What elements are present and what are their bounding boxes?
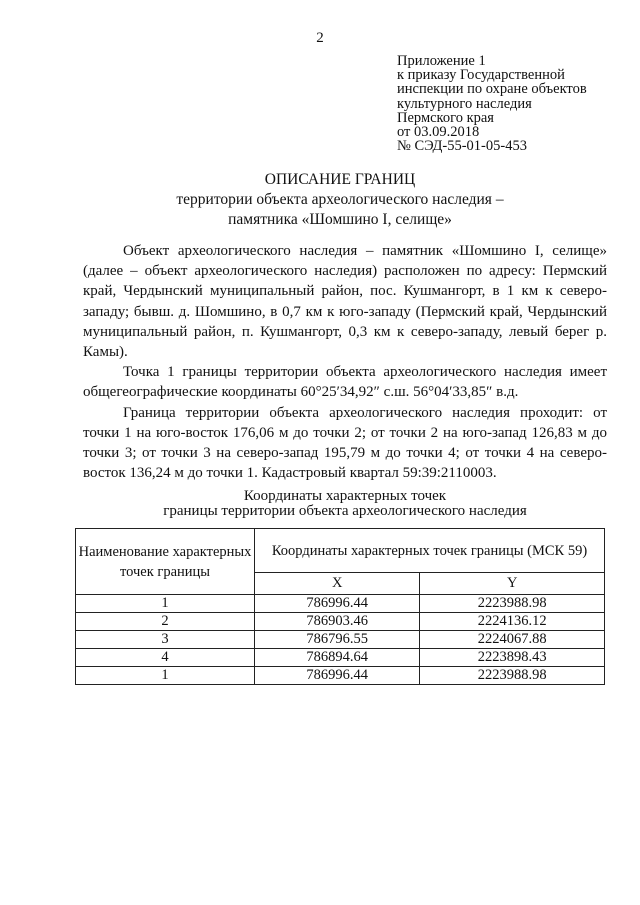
cell-x: 786894.64 xyxy=(255,649,420,667)
header-y: Y xyxy=(420,573,605,595)
table-row xyxy=(76,667,605,685)
cell-y: 2223898.43 xyxy=(420,649,605,667)
table-row xyxy=(76,595,605,613)
appendix-line: к приказу Государственной xyxy=(397,67,565,84)
cell-x: 786996.44 xyxy=(255,595,420,613)
paragraph-point-coordinates: Точка 1 границы территории объекта археологического наследия имеет общегеографические координаты 60°25′34,92″ с.ш. 56°04′33,85″ в.д. xyxy=(83,364,607,401)
cell-y: 2224136.12 xyxy=(420,613,605,631)
title-subtitle-line: территории объекта археологического наследия – xyxy=(176,191,504,208)
appendix-line: Пермского края xyxy=(397,109,494,126)
appendix-line: № СЭД-55-01-05-453 xyxy=(397,138,527,155)
table-row xyxy=(76,649,605,667)
appendix-block xyxy=(397,54,637,153)
paragraph-location: Объект археологического наследия – памятник «Шомшино I, селище» (далее – объект археологического наследия) расположен по адресу: Пермский край, Чердынский муниципальный район, пос. Кушмангорт, в 1 км к северо-западу; бывш. д. Шомшино, в 0,7 км к юго-западу (Пермский край, Чердынский муниципальный район, п. Кушмангорт, 0,3 км к северо-западу, левый берег р. Камы). xyxy=(83,243,607,361)
cell-point: 1 xyxy=(76,595,255,613)
table-row xyxy=(76,631,605,649)
cell-x: 786996.44 xyxy=(255,667,420,685)
table-caption-line: границы территории объекта археологического наследия xyxy=(163,503,527,519)
appendix-line: Приложение 1 xyxy=(397,53,486,69)
document-title xyxy=(80,170,600,230)
table-row xyxy=(76,613,605,631)
header-point-name: Наименование характерных точек границы xyxy=(76,529,255,595)
cell-point: 3 xyxy=(76,631,255,649)
cell-y: 2224067.88 xyxy=(420,631,605,649)
header-x: X xyxy=(255,573,420,595)
cell-x: 786903.46 xyxy=(255,613,420,631)
coordinates-table xyxy=(75,528,605,685)
table-header-row xyxy=(76,529,605,573)
table-caption-line: Координаты характерных точек xyxy=(243,488,447,504)
appendix-line: культурного наследия xyxy=(397,95,532,112)
cell-y: 2223988.98 xyxy=(420,595,605,613)
paragraph-boundary-description: Граница территории объекта археологического наследия проходит: от точки 1 на юго-восток 176,06 м до точки 2; от точки 2 на юго-запад 126,83 м до точки 3; от точки 3 на северо-запад 195,79 м до точки 4; от точки 4 на северо-восток 136,24 м до точки 1. Кадастровый квартал 59:39:2110003. xyxy=(83,404,607,482)
table-caption xyxy=(80,489,610,519)
appendix-line: от 03.09.2018 xyxy=(397,124,480,141)
header-coordinates: Координаты характерных точек границы (МСК 59) xyxy=(255,529,605,573)
cell-x: 786796.55 xyxy=(255,631,420,649)
page-number: 2 xyxy=(316,30,324,46)
title-main: ОПИСАНИЕ ГРАНИЦ xyxy=(264,171,416,188)
cell-point: 1 xyxy=(76,667,255,685)
cell-point: 4 xyxy=(76,649,255,667)
appendix-line: инспекции по охране объектов xyxy=(397,81,587,98)
title-subtitle-line: памятника «Шомшино I, селище» xyxy=(228,211,452,228)
cell-point: 2 xyxy=(76,613,255,631)
cell-y: 2223988.98 xyxy=(420,667,605,685)
document-body xyxy=(83,241,607,483)
